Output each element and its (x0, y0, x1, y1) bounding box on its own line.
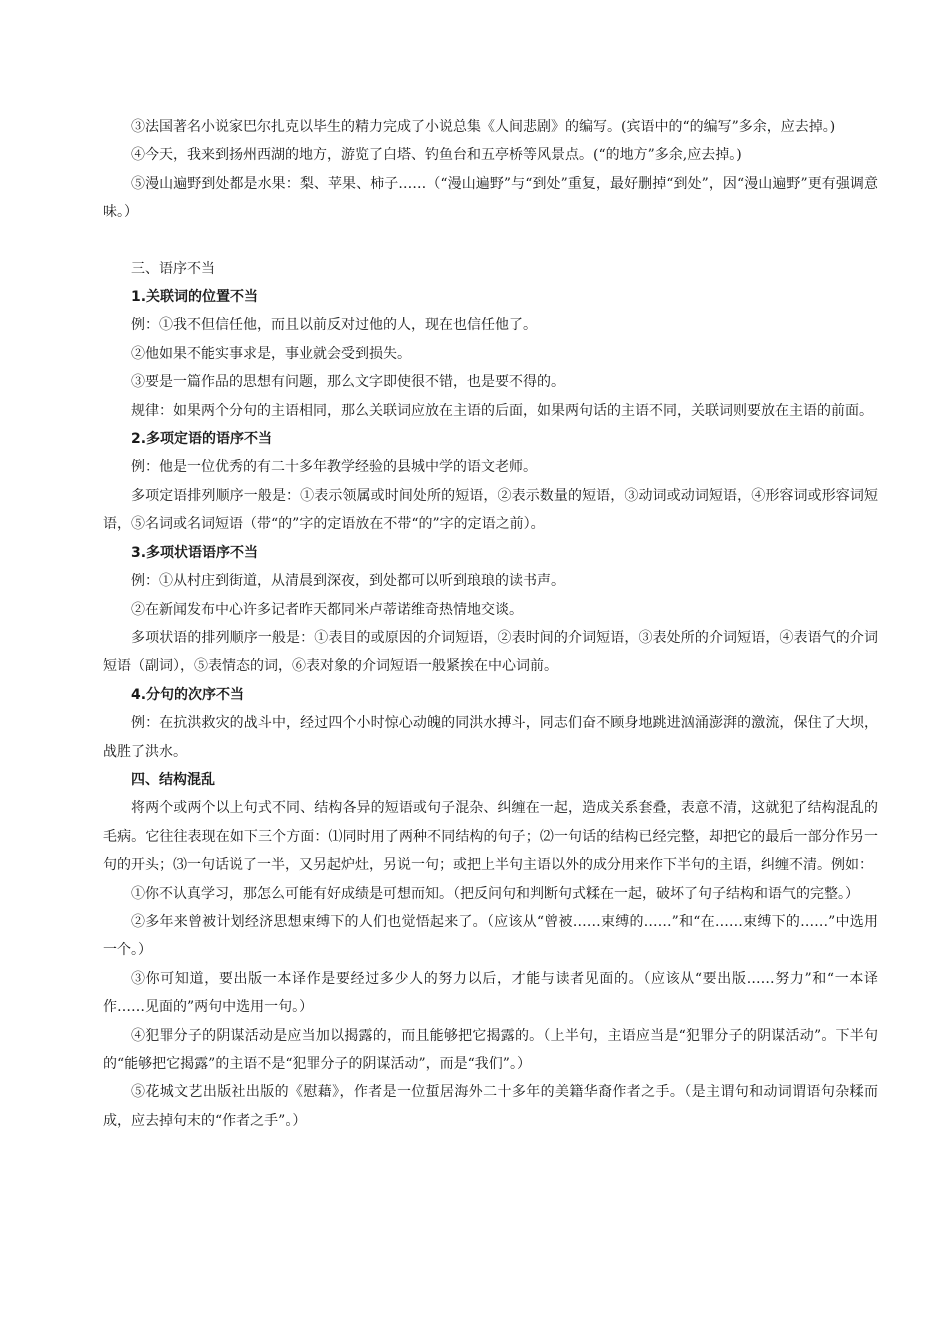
paragraph: ②多年来曾被计划经济思想束缚下的人们也觉悟起来了。（应该从“曾被……束缚的……”和“在……束缚下的……”中选用一个。） (103, 913, 878, 959)
paragraph: 多项状语的排列顺序一般是：①表目的或原因的介词短语，②表时间的介词短语，③表处所的介词短语，④表语气的介词短语（副词），⑤表情态的词，⑥表对象的介词短语一般紧挨在中心词前。 (103, 629, 878, 675)
section-4-heading: 四、结构混乱 (131, 771, 215, 788)
subheading-adverbial-order: 3.多项状语语序不当 (131, 544, 259, 561)
paragraph: ②他如果不能实事求是，事业就会受到损失。 (131, 345, 411, 362)
section-3-heading: 三、语序不当 (131, 260, 215, 277)
subheading-clause-order: 4.分句的次序不当 (131, 686, 245, 703)
paragraph: 例：①从村庄到街道，从清晨到深夜，到处都可以听到琅琅的读书声。 (131, 573, 565, 590)
example-5-repetition: ⑤漫山遍野到处都是水果：梨、苹果、柿子……（“漫山遍野”与“到处”重复，最好删掉“到处”，因“漫山遍野”更有强调意味。） (103, 175, 878, 221)
paragraph: 例：在抗洪救灾的战斗中，经过四个小时惊心动魄的同洪水搏斗，同志们奋不顾身地跳进汹涌澎湃的激流，保住了大坝，战胜了洪水。 (103, 715, 878, 760)
example-3-redundant-object: ③法国著名小说家巴尔扎克以毕生的精力完成了小说总集《人间悲剧》的编写。(宾语中的“的编写”多余，应去掉。) (131, 119, 836, 135)
paragraph: ③你可知道，要出版一本译作是要经过多少人的努力以后，才能与读者见面的。（应该从“要出版……努力”和“一本译作……见面的”两句中选用一句。） (103, 970, 878, 1016)
paragraph: ④犯罪分子的阴谋活动是应当加以揭露的，而且能够把它揭露的。（上半句，主语应当是“犯罪分子的阴谋活动”。下半句的“能够把它揭露”的主语不是“犯罪分子的阴谋活动”，而是“我们”。） (103, 1027, 878, 1072)
paragraph: ②在新闻发布中心许多记者昨天都同米卢蒂诺维奇热情地交谈。 (131, 601, 523, 618)
document-page (103, 113, 878, 1135)
subheading-attributive-order: 2.多项定语的语序不当 (131, 431, 273, 448)
rule-paragraph: 规律：如果两个分句的主语相同，那么关联词应放在主语的后面，如果两句话的主语不同，关联词则要放在主语的前面。 (131, 402, 873, 419)
paragraph: 将两个或两个以上句式不同、结构各异的短语或句子混杂、纠缠在一起，造成关系套叠，表意不清，这就犯了结构混乱的毛病。它往往表现在如下三个方面：⑴同时用了两种不同结构的句子；⑵一句话的结构已经完整，却把它的最后一部分作另一句的开头；⑶一句话说了一半，又另起炉灶，另说一句；或把上半句主语以外的成分用来作下半句的主语，纠缠不清。例如： (103, 800, 878, 874)
subheading-conjunction-position: 1.关联词的位置不当 (131, 289, 259, 306)
paragraph: 例：①我不但信任他，而且以前反对过他的人，现在也信任他了。 (131, 317, 537, 334)
paragraph: ⑤花城文艺出版社出版的《慰藉》，作者是一位蜇居海外二十多年的美籍华裔作者之手。（是主谓句和动词谓语句杂糅而成，应去掉句末的“作者之手”。） (103, 1084, 878, 1129)
example-4-redundant-place: ④今天，我来到扬州西湖的地方，游览了白塔、钓鱼台和五亭桥等风景点。(“的地方”多余,应去掉。) (131, 147, 742, 164)
paragraph: 例：他是一位优秀的有二十多年教学经验的县城中学的语文老师。 (131, 459, 537, 476)
paragraph: 多项定语排列顺序一般是：①表示领属或时间处所的短语，②表示数量的短语，③动词或动词短语，④形容词或形容词短语，⑤名词或名词短语（带“的”字的定语放在不带“的”字的定语之前）。 (103, 487, 878, 533)
paragraph: ③要是一篇作品的思想有问题，那么文字即使很不错，也是要不得的。 (131, 374, 565, 391)
paragraph: ①你不认真学习，那怎么可能有好成绩是可想而知。（把反问句和判断句式糅在一起，破坏了句子结构和语气的完整。） (131, 885, 859, 902)
